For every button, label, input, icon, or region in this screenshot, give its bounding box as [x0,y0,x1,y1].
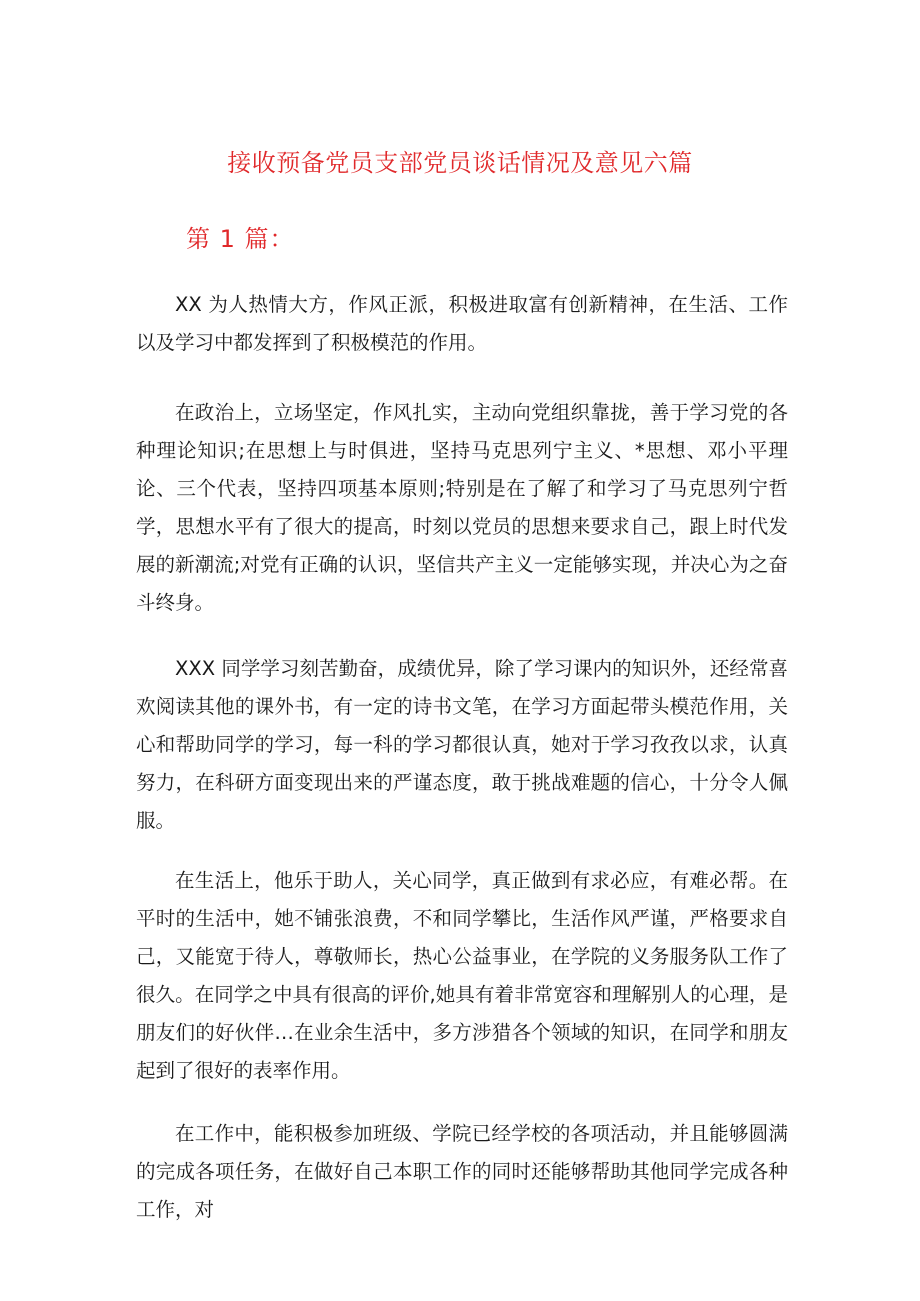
document-title: 接收预备党员支部党员谈话情况及意见六篇 [227,149,693,177]
body-paragraph-3: XXX 同学学习刻苦勤奋，成绩优异，除了学习课内的知识外，还经常喜欢阅读其他的课外书，有一定的诗书文笔，在学习方面起带头模范作用，关心和帮助同学的学习，每一科的学习都很认真，她对于学习孜孜以求，认真努力，在科研方面变现出来的严谨态度，敢于挑战难题的信心，十分令人佩服。 [136,657,788,832]
body-paragraph-5: 在工作中，能积极参加班级、学院已经学校的各项活动，并且能够圆满的完成各项任务，在做好自己本职工作的同时还能够帮助其他同学完成各种工作，对 [136,1122,788,1221]
body-paragraph-4: 在生活上，他乐于助人，关心同学，真正做到有求必应，有难必帮。在平时的生活中，她不铺张浪费，不和同学攀比，生活作风严谨，严格要求自己，又能宽于待人，尊敬师长，热心公益事业，在学院的义务服务队工作了很久。在同学之中具有很高的评价,她具有着非常宽容和理解别人的心理，是朋友们的好伙伴…在业余生活中，多方涉猎各个领域的知识，在同学和朋友起到了很好的表率作用。 [136,869,788,1082]
body-paragraph-2: 在政治上，立场坚定，作风扎实，主动向党组织靠拢，善于学习党的各种理论知识;在思想上与时俱进，坚持马克思列宁主义、*思想、邓小平理论、三个代表，坚持四项基本原则;特别是在了解了和学习了马克思列宁哲学，思想水平有了很大的提高，时刻以党员的思想来要求自己，跟上时代发展的新潮流;对党有正确的认识，坚信共产主义一定能够实现，并决心为之奋斗终身。 [136,401,788,614]
section-heading: 第 1 篇： [186,225,295,253]
body-paragraph-1: XX 为人热情大方，作风正派，积极进取富有创新精神，在生活、工作以及学习中都发挥到了积极模范的作用。 [136,293,788,354]
